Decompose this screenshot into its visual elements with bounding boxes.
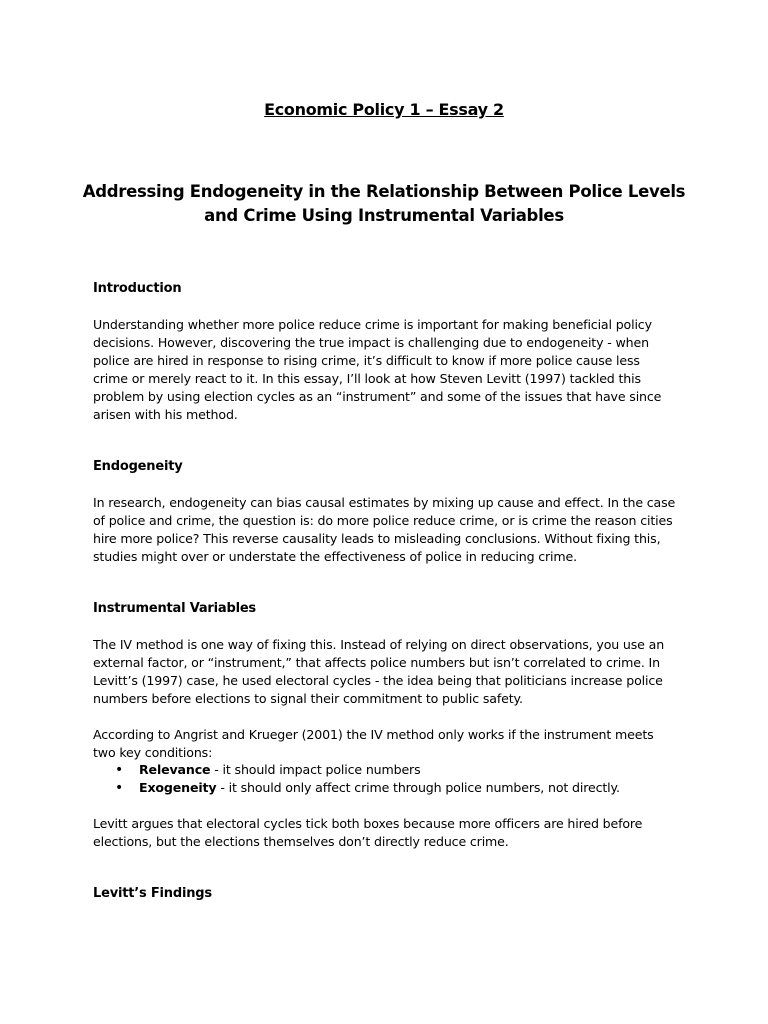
- document-subtitle: Addressing Endogeneity in the Relationship Between Police Levels and Crime Using Instrumental Variables: [82, 182, 686, 225]
- paragraph-iv-method: The IV method is one way of fixing this. Instead of relying on direct observations, you use an external factor, or “instrument,” that affects police numbers but isn’t correlated to crime. In Levitt’s (1997) case, he used electoral cycles - the idea being that politicians increase police numbers before elections to signal their commitment to public safety.: [93, 637, 665, 706]
- paragraph-iv-conditions: According to Angrist and Krueger (2001) the IV method only works if the instrument meets two key conditions:: [93, 727, 654, 760]
- list-item-exogeneity: [115, 779, 675, 797]
- bullet-icon: •: [115, 780, 124, 796]
- heading-instrumental-variables: Instrumental Variables: [93, 601, 256, 616]
- document-title: Economic Policy 1 – Essay 2: [264, 100, 504, 119]
- conditions-list: [115, 761, 675, 797]
- heading-levitts-findings: Levitt’s Findings: [93, 886, 212, 901]
- list-item-relevance: [115, 761, 675, 779]
- term-relevance: Relevance: [139, 762, 211, 777]
- heading-introduction: Introduction: [93, 281, 182, 296]
- heading-endogeneity: Endogeneity: [93, 459, 183, 474]
- bullet-icon: •: [115, 762, 124, 778]
- paragraph-endogeneity: In research, endogeneity can bias causal estimates by mixing up cause and effect. In the case of police and crime, the question is: do more police reduce crime, or is crime the reason cities hire more police? This reverse causality leads to misleading conclusions. Without fixing this, studies might over or understate the effectiveness of police in reducing crime.: [93, 495, 676, 564]
- description-exogeneity: - it should only affect crime through police numbers, not directly.: [216, 780, 620, 795]
- description-relevance: - it should impact police numbers: [210, 762, 421, 777]
- paragraph-introduction: Understanding whether more police reduce crime is important for making beneficial policy decisions. However, discovering the true impact is challenging due to endogeneity - when police are hired in response to rising crime, it’s difficult to know if more police cause less crime or merely react to it. In this essay, I’ll look at how Steven Levitt (1997) tackled this problem by using election cycles as an “instrument” and some of the issues that have since arisen with his method.: [93, 317, 662, 422]
- paragraph-levitt-argument: Levitt argues that electoral cycles tick both boxes because more officers are hired before elections, but the elections themselves don’t directly reduce crime.: [93, 816, 643, 849]
- term-exogeneity: Exogeneity: [139, 780, 217, 795]
